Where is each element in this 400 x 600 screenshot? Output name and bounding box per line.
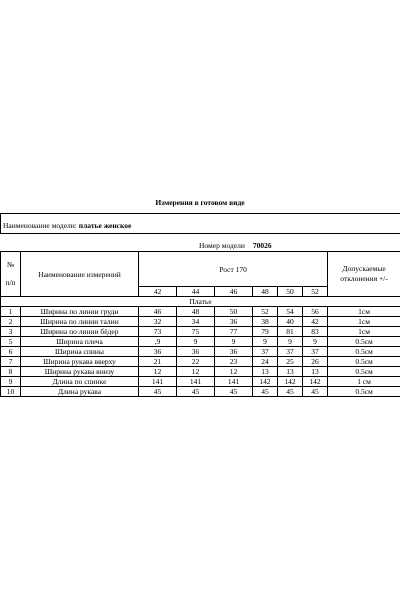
table-row xyxy=(1,367,400,377)
section-row xyxy=(1,297,400,307)
model-number-value: 70026 xyxy=(252,241,272,250)
measurement-value: 36 xyxy=(215,347,253,357)
divider xyxy=(0,233,400,234)
measurement-value: 9 xyxy=(215,337,253,347)
table-row xyxy=(1,357,400,367)
measurement-value: 79 xyxy=(253,327,278,337)
measurement-value: 36 xyxy=(139,347,177,357)
measurement-value: 45 xyxy=(253,387,278,397)
measurement-value: 25 xyxy=(278,357,303,367)
measurement-value: 54 xyxy=(278,307,303,317)
table-row xyxy=(1,387,400,397)
model-name-label: Наименование модели: xyxy=(3,221,77,230)
measurement-value: 141 xyxy=(215,377,253,387)
row-number: 8 xyxy=(1,367,21,377)
measurement-value: 37 xyxy=(253,347,278,357)
row-number: 1 xyxy=(1,307,21,317)
measurement-name: Ширина по линии груди xyxy=(21,307,139,317)
measurement-value: 26 xyxy=(303,357,328,367)
row-number: 6 xyxy=(1,347,21,357)
measurement-value: 52 xyxy=(253,307,278,317)
row-number: 3 xyxy=(1,327,21,337)
measurement-value: ,9 xyxy=(139,337,177,347)
measurement-value: 142 xyxy=(253,377,278,387)
measurement-value: 77 xyxy=(215,327,253,337)
measurement-value: 9 xyxy=(253,337,278,347)
divider xyxy=(0,213,1,233)
measurement-value: 45 xyxy=(139,387,177,397)
measurements-table xyxy=(0,251,400,397)
col-height-header: Рост 170 xyxy=(139,252,328,287)
measurement-value: 46 xyxy=(139,307,177,317)
measurement-value: 141 xyxy=(177,377,215,387)
measurement-value: 9 xyxy=(177,337,215,347)
measurement-name: Ширина спины xyxy=(21,347,139,357)
measurement-value: 83 xyxy=(303,327,328,337)
measurement-name: Ширина рукава внизу xyxy=(21,367,139,377)
size-cell: 42 xyxy=(139,287,177,297)
row-number: 7 xyxy=(1,357,21,367)
size-cell: 46 xyxy=(215,287,253,297)
measurement-value: 21 xyxy=(139,357,177,367)
row-number: 2 xyxy=(1,317,21,327)
measurement-value: 48 xyxy=(177,307,215,317)
measurement-value: 9 xyxy=(303,337,328,347)
measurement-value: 24 xyxy=(253,357,278,367)
measurement-value: 50 xyxy=(215,307,253,317)
col-tolerance-line1: Допускаемые xyxy=(342,264,386,273)
size-cell: 52 xyxy=(303,287,328,297)
measurement-value: 40 xyxy=(278,317,303,327)
col-num-header xyxy=(1,252,21,297)
table-row xyxy=(1,327,400,337)
measurement-value: 45 xyxy=(177,387,215,397)
measurement-value: 32 xyxy=(139,317,177,327)
table-row xyxy=(1,377,400,387)
tolerance-value: 0.5см xyxy=(328,357,400,367)
measurement-value: 45 xyxy=(278,387,303,397)
measurement-value: 12 xyxy=(215,367,253,377)
measurement-name: Ширина плеча xyxy=(21,337,139,347)
size-cell: 50 xyxy=(278,287,303,297)
measurement-value: 23 xyxy=(215,357,253,367)
measurement-name: Ширина рукава вверху xyxy=(21,357,139,367)
measurement-name: Длина по спинке xyxy=(21,377,139,387)
table-row xyxy=(1,317,400,327)
row-number: 9 xyxy=(1,377,21,387)
measurement-value: 56 xyxy=(303,307,328,317)
model-number-line xyxy=(199,241,272,250)
measurement-name: Длина рукава xyxy=(21,387,139,397)
size-cell: 48 xyxy=(253,287,278,297)
measurement-value: 42 xyxy=(303,317,328,327)
document-title: Измерения в готовом виде xyxy=(155,198,245,207)
col-name-header: Наименование измерений xyxy=(21,252,139,297)
row-number: 10 xyxy=(1,387,21,397)
row-number: 5 xyxy=(1,337,21,347)
tolerance-value: 1см xyxy=(328,317,400,327)
measurement-value: 45 xyxy=(303,387,328,397)
measurement-value: 34 xyxy=(177,317,215,327)
measurement-value: 142 xyxy=(278,377,303,387)
tolerance-value: 1см xyxy=(328,327,400,337)
col-num-line1: № xyxy=(6,260,15,269)
measurement-value: 12 xyxy=(139,367,177,377)
section-label: Платье xyxy=(1,297,400,307)
measurement-value: 36 xyxy=(215,317,253,327)
measurement-value: 38 xyxy=(253,317,278,327)
measurement-value: 81 xyxy=(278,327,303,337)
tolerance-value: 0.5см xyxy=(328,387,400,397)
measurement-value: 73 xyxy=(139,327,177,337)
table-row xyxy=(1,307,400,317)
measurement-value: 12 xyxy=(177,367,215,377)
col-num-line2: п/п xyxy=(5,278,16,287)
measurement-value: 37 xyxy=(278,347,303,357)
measurement-value: 13 xyxy=(303,367,328,377)
measurement-value: 37 xyxy=(303,347,328,357)
measurement-value: 45 xyxy=(215,387,253,397)
tolerance-value: 0.5см xyxy=(328,347,400,357)
col-tolerance-line2: отклонения +/- xyxy=(340,274,388,283)
col-tolerance-header xyxy=(328,252,400,297)
model-name-value: платье женское xyxy=(78,221,132,230)
header-row xyxy=(1,252,400,287)
size-cell: 44 xyxy=(177,287,215,297)
model-name-line xyxy=(3,221,131,230)
measurement-value: 36 xyxy=(177,347,215,357)
table-row xyxy=(1,337,400,347)
tolerance-value: 0.5см xyxy=(328,367,400,377)
tolerance-value: 1 см xyxy=(328,377,400,387)
measurement-value: 9 xyxy=(278,337,303,347)
measurement-value: 13 xyxy=(278,367,303,377)
table-row xyxy=(1,347,400,357)
measurement-name: Ширина по линии бёдер xyxy=(21,327,139,337)
measurement-value: 75 xyxy=(177,327,215,337)
measurement-name: Ширина по линии талии xyxy=(21,317,139,327)
measurement-value: 13 xyxy=(253,367,278,377)
measurement-value: 142 xyxy=(303,377,328,387)
measurement-value: 141 xyxy=(139,377,177,387)
measurement-value: 22 xyxy=(177,357,215,367)
divider xyxy=(0,213,400,214)
model-number-label: Номер модели xyxy=(199,241,245,250)
tolerance-value: 0.5см xyxy=(328,337,400,347)
tolerance-value: 1см xyxy=(328,307,400,317)
